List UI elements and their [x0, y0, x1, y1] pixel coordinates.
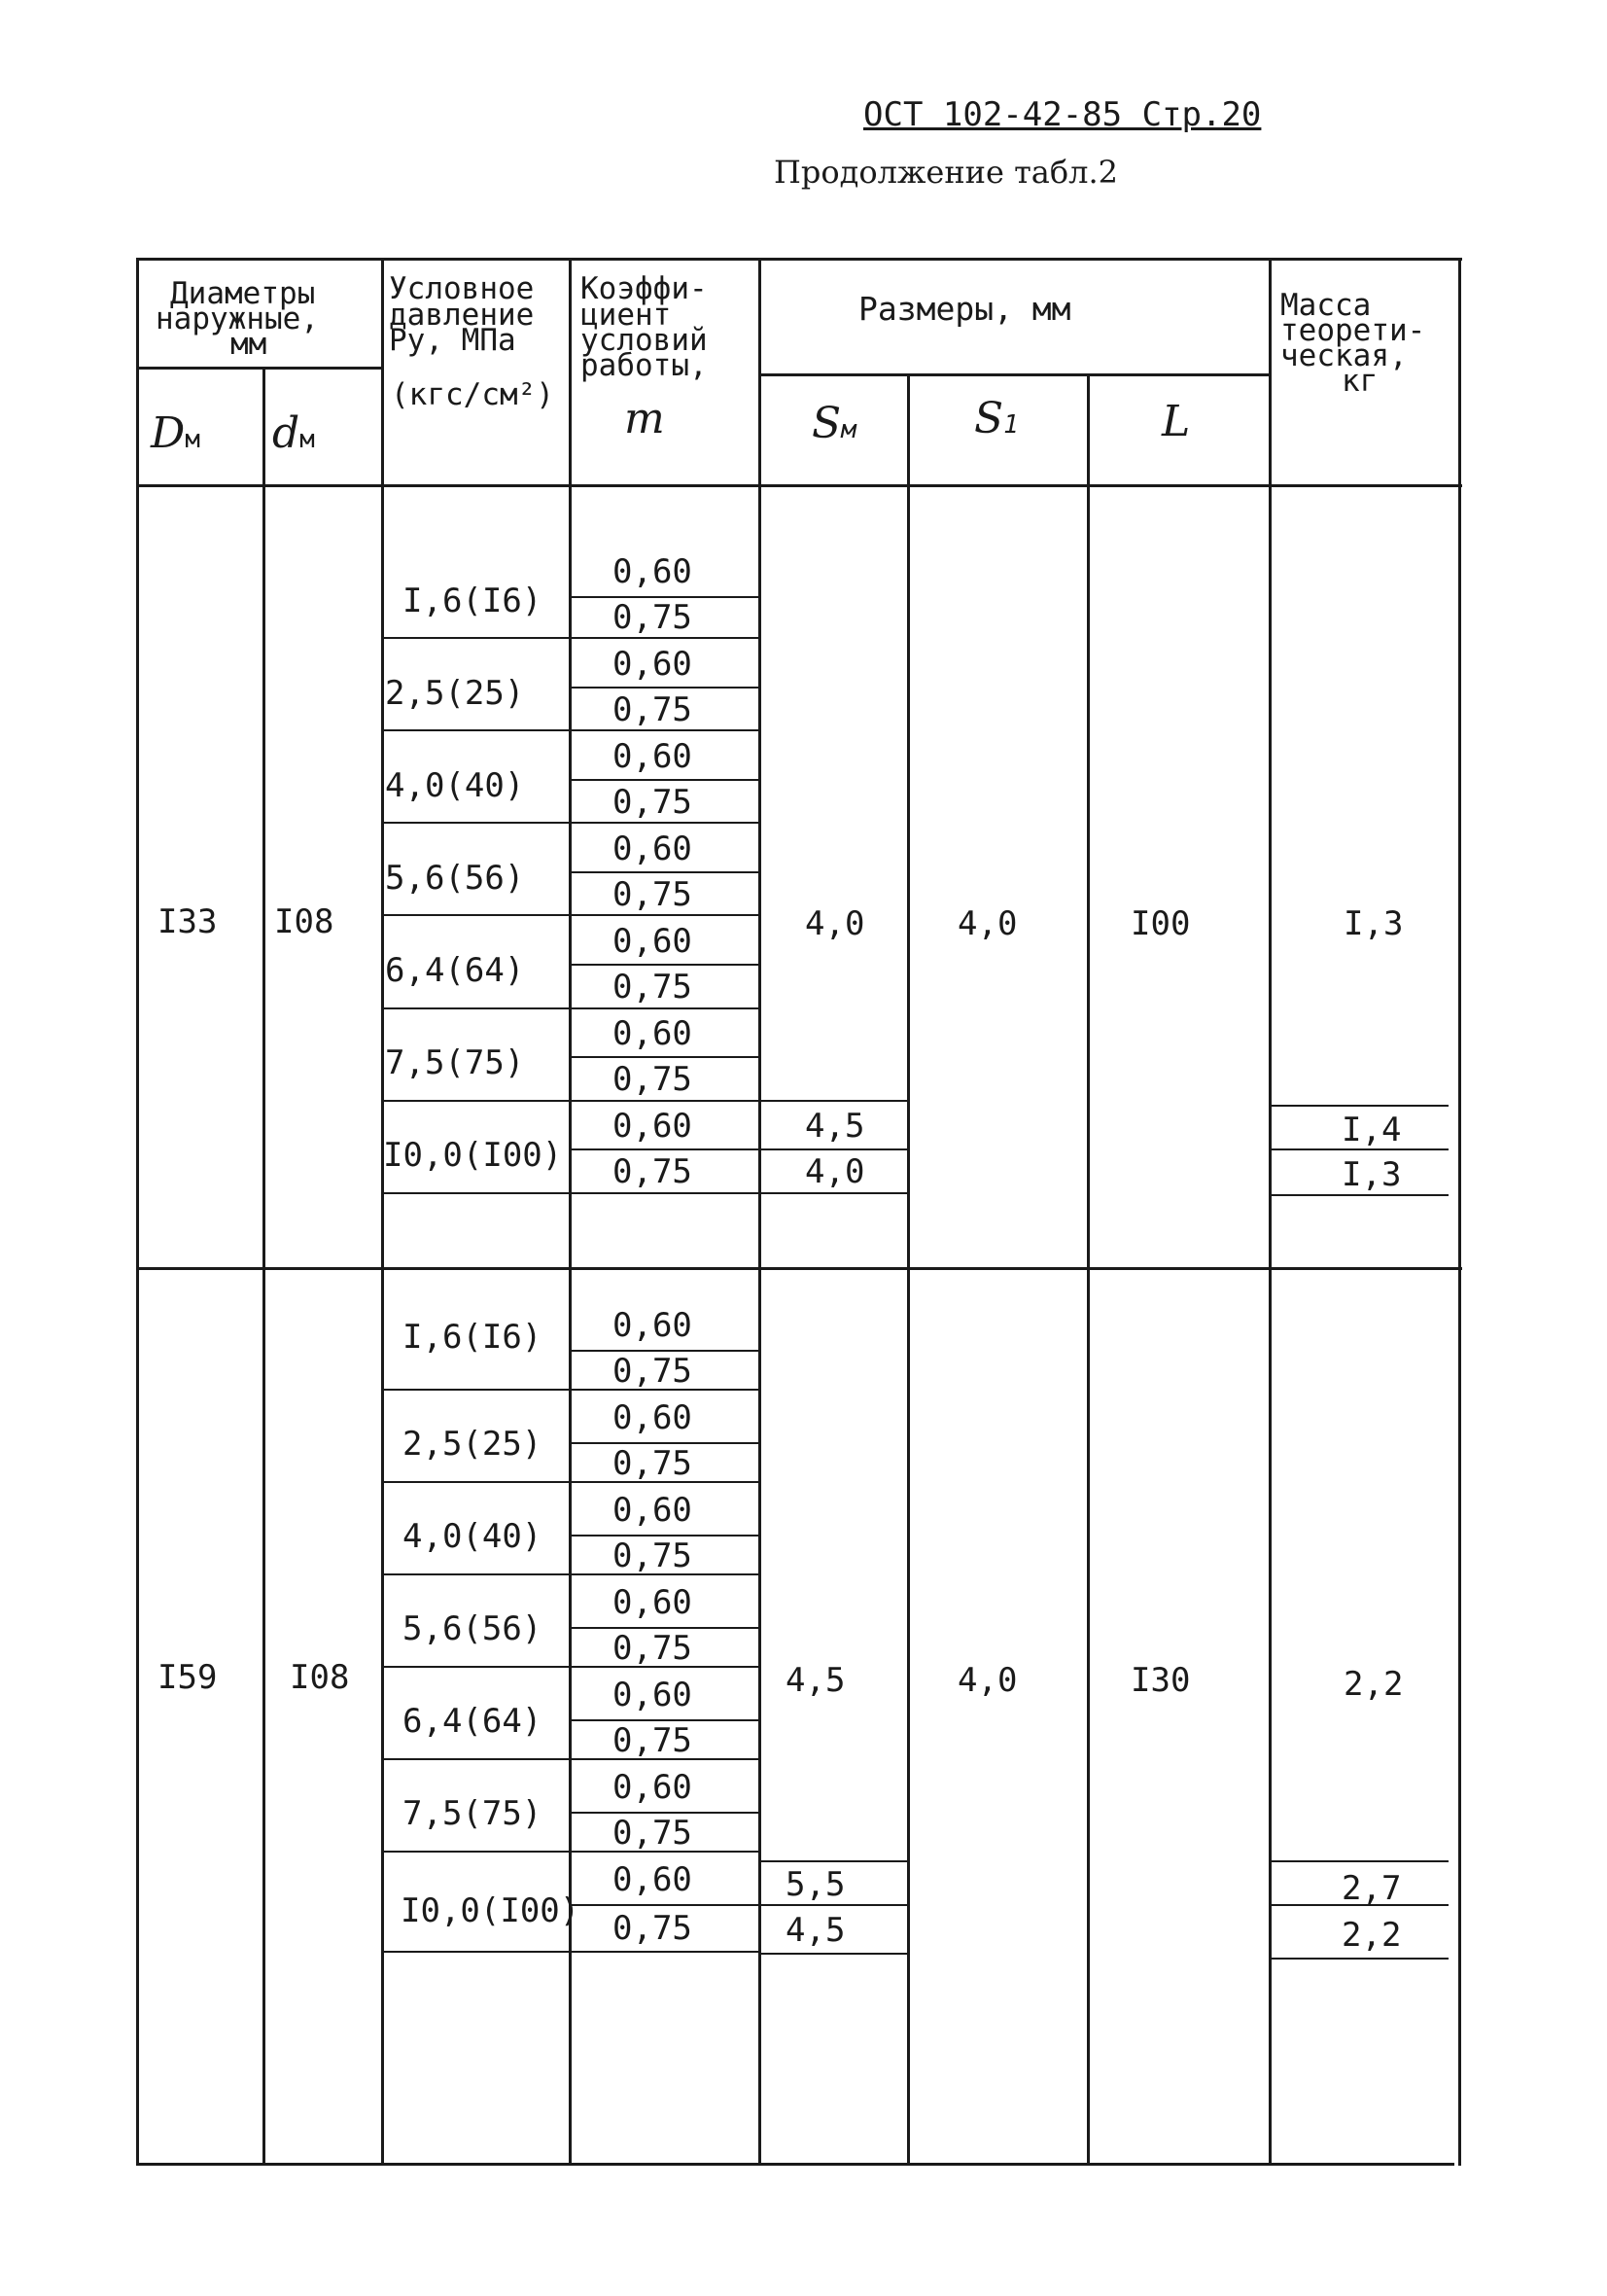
- header-pressure-4: (кгс/см²): [391, 377, 554, 412]
- cell-pressure: I,6(I6): [402, 1318, 542, 1357]
- cell-coef: 0,75: [612, 1814, 692, 1853]
- cell-coef: 0,75: [612, 1060, 692, 1099]
- cell-mass: I,3: [1344, 904, 1404, 943]
- cell-coef: 0,60: [612, 922, 692, 961]
- cell-coef: 0,75: [612, 1444, 692, 1483]
- cell-coef: 0,60: [612, 1768, 692, 1807]
- header-L: L: [1162, 397, 1191, 446]
- cell-coef: 0,60: [612, 1676, 692, 1714]
- header-pressure-1: Условное: [389, 271, 535, 306]
- header-sizes: Размеры, мм: [858, 290, 1071, 328]
- cell-coef: 0,75: [612, 1352, 692, 1391]
- cell-coef: 0,75: [612, 1909, 692, 1948]
- document-header: ОСТ 102-42-85 Стр.20: [863, 95, 1262, 134]
- cell-coef: 0,75: [612, 1721, 692, 1760]
- header-diameters-3: мм: [230, 327, 267, 362]
- cell-coef: 0,60: [612, 1860, 692, 1899]
- cell-Sm: 4,5: [805, 1107, 865, 1146]
- cell-S1: 4,0: [958, 904, 1018, 943]
- cell-coef: 0,75: [612, 783, 692, 822]
- table-caption: Продолжение табл.2: [774, 154, 1118, 191]
- header-D-outer: Dм: [151, 408, 200, 458]
- cell-coef: 0,60: [612, 830, 692, 868]
- cell-pressure: 5,6(56): [402, 1609, 542, 1648]
- cell-coef: 0,75: [612, 1537, 692, 1575]
- cell-pressure: 4,0(40): [402, 1517, 542, 1556]
- header-coef-3: условий: [580, 323, 708, 358]
- header-coef-2: циент: [580, 298, 672, 333]
- cell-coef: 0,60: [612, 1306, 692, 1345]
- header-mass-3: ческая,: [1280, 338, 1408, 373]
- cell-L: I30: [1131, 1661, 1191, 1700]
- cell-pressure: 5,6(56): [385, 859, 525, 898]
- cell-Sm: 4,5: [786, 1661, 846, 1700]
- cell-pressure: 6,4(64): [402, 1702, 542, 1741]
- cell-pressure: 2,5(25): [402, 1425, 542, 1464]
- header-diameters-2: наружные,: [156, 301, 319, 336]
- cell-coef: 0,60: [612, 1014, 692, 1053]
- cell-coef: 0,75: [612, 690, 692, 729]
- cell-mass: 2,2: [1344, 1665, 1404, 1704]
- cell-pressure: I0,0(I00): [383, 1136, 563, 1175]
- cell-coef: 0,75: [612, 1629, 692, 1668]
- cell-pressure: 7,5(75): [402, 1794, 542, 1833]
- cell-coef: 0,75: [612, 968, 692, 1007]
- header-coef-4: работы,: [580, 348, 708, 383]
- header-diameters-1: Диаметры: [170, 276, 316, 311]
- header-mass-2: теорети-: [1280, 313, 1426, 348]
- header-pressure-3: Ру, МПа: [389, 323, 516, 358]
- header-d-inner: dм: [272, 408, 315, 458]
- cell-coef: 0,60: [612, 645, 692, 684]
- cell-coef: 0,60: [612, 1491, 692, 1530]
- cell-mass: 2,7: [1342, 1869, 1402, 1908]
- cell-mass: I,3: [1342, 1155, 1402, 1194]
- cell-coef: 0,60: [612, 552, 692, 591]
- cell-d: I08: [274, 902, 334, 941]
- cell-Sm: 5,5: [786, 1865, 846, 1904]
- cell-coef: 0,60: [612, 1583, 692, 1622]
- cell-pressure: 4,0(40): [385, 766, 525, 805]
- cell-coef: 0,75: [612, 875, 692, 914]
- cell-pressure: I,6(I6): [402, 582, 542, 620]
- cell-Sm: 4,0: [805, 1152, 865, 1191]
- header-S1: S1: [974, 394, 1019, 443]
- header-Sm: Sм: [812, 399, 856, 448]
- cell-coef: 0,75: [612, 1152, 692, 1191]
- cell-pressure: 6,4(64): [385, 951, 525, 990]
- cell-Sm: 4,0: [805, 904, 865, 943]
- cell-pressure: 7,5(75): [385, 1043, 525, 1082]
- header-pressure-2: давление: [389, 298, 535, 333]
- cell-coef: 0,75: [612, 598, 692, 637]
- cell-L: I00: [1131, 904, 1191, 943]
- cell-coef: 0,60: [612, 1107, 692, 1146]
- header-coef-symbol: m: [624, 394, 665, 443]
- cell-D: I59: [157, 1658, 218, 1697]
- cell-S1: 4,0: [958, 1661, 1018, 1700]
- cell-pressure: I0,0(I00): [401, 1891, 580, 1930]
- cell-coef: 0,60: [612, 737, 692, 776]
- cell-D: I33: [157, 902, 218, 941]
- header-mass-4: кг: [1342, 364, 1379, 399]
- cell-Sm: 4,5: [786, 1911, 846, 1950]
- header-coef-1: Коэффи-: [580, 271, 708, 306]
- header-mass-1: Масса: [1280, 288, 1372, 323]
- cell-mass: 2,2: [1342, 1916, 1402, 1955]
- cell-coef: 0,60: [612, 1398, 692, 1437]
- cell-mass: I,4: [1342, 1111, 1402, 1149]
- cell-d: I08: [290, 1658, 350, 1697]
- cell-pressure: 2,5(25): [385, 674, 525, 713]
